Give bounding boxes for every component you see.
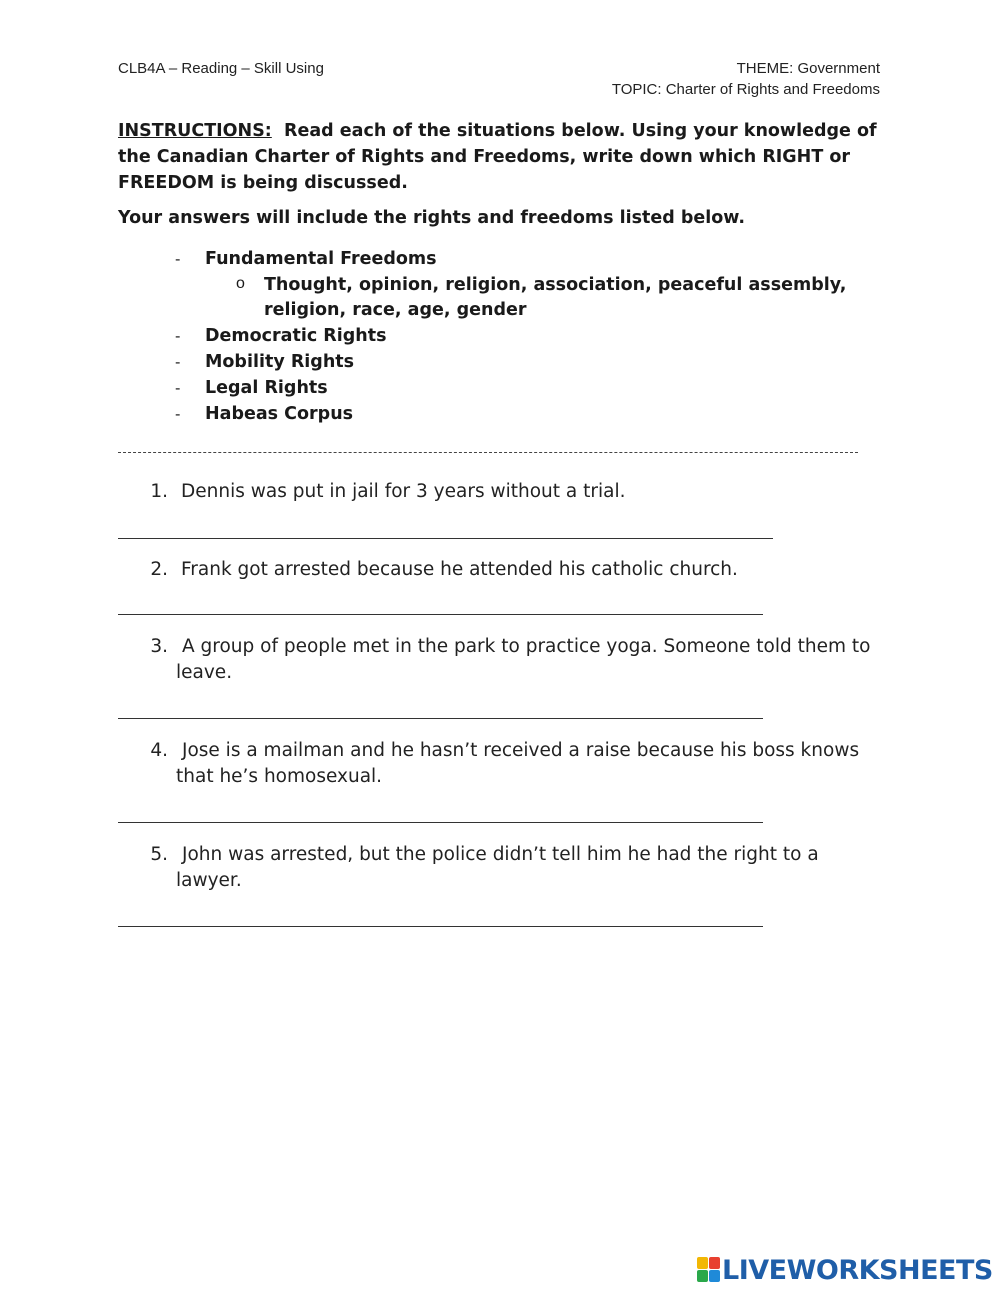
question-4: [140, 738, 880, 787]
bullet-dash: -: [175, 379, 181, 397]
question-2: [140, 557, 880, 583]
liveworksheets-logo: [696, 1254, 993, 1286]
question-text: John was arrested, but the police didn’t tell him he had the right to a lawyer.: [176, 844, 819, 891]
list-item-label: Legal Rights: [205, 378, 328, 398]
question-number: 3.: [150, 636, 168, 657]
instructions: [118, 118, 888, 196]
instructions-text: Read each of the situations below. Using your knowledge of the Canadian Charter of Rights and Freedoms, write down which RIGHT or FREEDOM is being discussed.: [118, 121, 877, 193]
list-item: [175, 249, 437, 269]
list-item: [175, 326, 387, 346]
list-item: [175, 352, 355, 372]
question-5: [140, 842, 880, 891]
header-topic: TOPIC: Charter of Rights and Freedoms: [611, 81, 880, 98]
list-item: [175, 378, 328, 398]
question-number: 2.: [150, 559, 168, 580]
question-text: Jose is a mailman and he hasn’t received a raise because his boss knows that he’s homosexual.: [176, 740, 860, 787]
list-item-label: Habeas Corpus: [205, 404, 354, 424]
section-divider: [118, 452, 858, 453]
question-text: Dennis was put in jail for 3 years without a trial.: [181, 481, 626, 502]
answers-note: Your answers will include the rights and freedoms listed below.: [118, 208, 745, 228]
sub-bullet: [236, 275, 245, 293]
question-number: 4.: [150, 740, 168, 761]
list-item-label: Fundamental Freedoms: [205, 249, 437, 269]
instructions-label: INSTRUCTIONS:: [118, 121, 272, 141]
logo-text: LIVEWORKSHEETS: [722, 1254, 993, 1286]
question-text: Frank got arrested because he attended his catholic church.: [181, 559, 738, 580]
question-number: 5.: [150, 844, 168, 865]
bullet-dash: -: [175, 353, 181, 371]
list-item: [175, 404, 354, 424]
question-text: A group of people met in the park to practice yoga. Someone told them to leave.: [176, 636, 871, 683]
bullet-dash: -: [175, 327, 181, 345]
question-number: 1.: [150, 481, 168, 502]
answer-line-5[interactable]: [118, 926, 763, 927]
bullet-circle: o: [236, 275, 245, 292]
fundamental-freedoms-detail: Thought, opinion, religion, association, peaceful assembly, religion, race, age, gender: [264, 275, 847, 320]
answer-line-4[interactable]: [118, 822, 763, 823]
header-theme: THEME: Government: [736, 60, 880, 77]
list-item-label: Mobility Rights: [205, 352, 355, 372]
header-course: CLB4A – Reading – Skill Using: [118, 60, 324, 77]
answer-line-2[interactable]: [118, 614, 763, 615]
bullet-dash: -: [175, 405, 181, 423]
answer-line-1[interactable]: [118, 538, 773, 539]
answer-line-3[interactable]: [118, 718, 763, 719]
question-1: [140, 479, 880, 505]
bullet-dash: -: [175, 250, 181, 268]
list-item-label: Democratic Rights: [205, 326, 387, 346]
question-3: [140, 634, 880, 683]
liveworksheets-blocks-icon: [696, 1256, 722, 1284]
